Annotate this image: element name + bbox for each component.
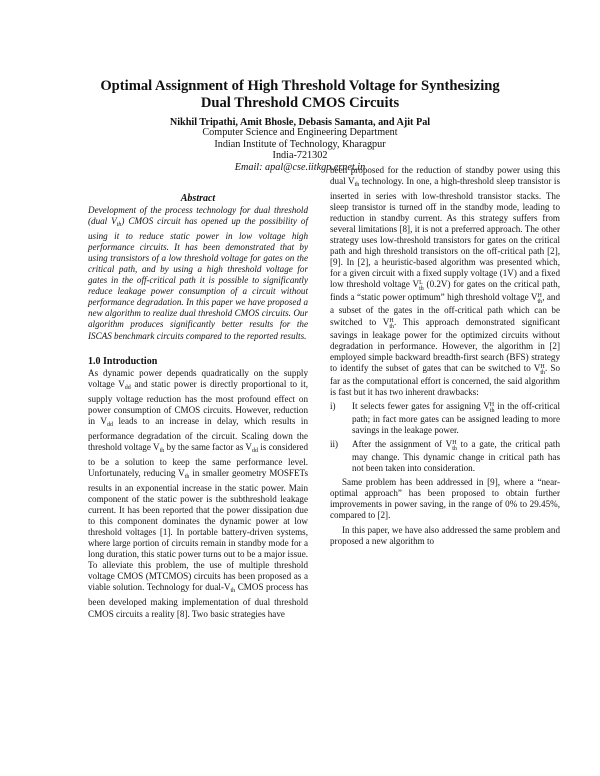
right-paragraph-3: In this paper, we have also addressed the same problem and proposed a new algorithm to	[330, 525, 560, 547]
vth-subscript: th	[452, 445, 457, 452]
intro-paragraph	[88, 368, 308, 620]
vth-subscript: th	[489, 407, 495, 414]
abstract-heading: Abstract	[180, 193, 216, 204]
vdd-subscript: dd	[106, 421, 113, 428]
intro-text: and static power is directly proportional to it, supply voltage reduction has the most profound effect on power consumption of CMOS circuits. However, reduction in V	[88, 378, 308, 426]
body-text: . This approach demonstrated significant savings in leakage power for the optimized circuits without degradation in performance. However, the algorithm in [2] employed simple backward breadth-first search (BFS) strategy to identify the subset of gates that can be switched to V	[330, 316, 560, 373]
vth-superscript: H	[540, 363, 545, 370]
list-number: i)	[330, 400, 336, 411]
paper-title	[70, 78, 530, 112]
section-heading-introduction: 1.0 Introduction	[88, 355, 158, 367]
right-paragraph-1	[330, 165, 560, 398]
affiliation-email: Email: apal@cse.iitkgp.ernet.in	[234, 161, 366, 173]
author-list: Nikhil Tripathi, Amit Bhosle, Debasis Samanta, and Ajit Pal	[169, 117, 431, 128]
vth-subscript: th	[540, 369, 545, 376]
body-text: to a gate, the critical path may change. This dynamic change in critical path has not been taken into consideration.	[352, 438, 560, 473]
list-number: ii)	[330, 438, 339, 449]
vth-subscript: th	[419, 286, 424, 293]
left-column	[88, 193, 308, 620]
body-text: in the off-critical path; in fact more gates can be assigned leading to more savings in the leakage power.	[352, 400, 560, 435]
title-line-2: Dual Threshold CMOS Circuits	[200, 95, 400, 111]
intro-text: by the same factor as V	[164, 441, 252, 452]
affiliation-dept: Computer Science and Engineering Department	[202, 127, 398, 138]
body-text: After the assignment of V	[352, 438, 453, 449]
right-paragraph-2: Same problem has been addressed in [9], where a “near-optimal approach” has been proposed to obtain further improvements in power saving, in the range of 0% to 29.45%, compared to [2].	[330, 476, 560, 521]
affiliation-institute: Indian Institute of Technology, Kharagpur	[214, 138, 386, 150]
vth-subscript: th	[159, 447, 165, 454]
vth-subscript: th	[389, 323, 394, 330]
list-item	[330, 439, 560, 474]
intro-text: leads to an increase in delay, which results in performance degradation of the circuit. Scaling down the threshold voltage V	[88, 415, 308, 452]
body-text: been proposed for the reduction of standby power using this dual V	[330, 165, 560, 187]
body-text: , and a subset of the gates in the off-critical path which can be switched to V	[330, 292, 560, 327]
vth-superscript: H	[537, 293, 542, 300]
intro-text: in smaller geometry MOSFETs results in an exponential increase in the static power. Main component of the static power is the subthreshold leakage current. It has been reported that the power dissipation due to this component dominates the dynamic power at low threshold voltages [1]. In portable battery-driven systems, where large portion of circuits remain in standby mode for a long duration, this static power turns out to be a major issue. To alleviate this problem, the use of multiple threshold voltage CMOS (MTCMOS) circuits has been proposed as a viable solution. Technology for dual-V	[88, 467, 308, 593]
intro-text: CMOS process has been developed making implementation of dual threshold CMOS circuits a reality [8]. Two basic strategies have	[88, 582, 308, 619]
vth-subscript: th	[116, 222, 122, 229]
right-column	[330, 165, 560, 547]
vth-subscript: th	[354, 182, 360, 189]
list-item	[330, 401, 560, 436]
title-line-1: Optimal Assignment of High Threshold Voltage for Synthesizing	[100, 78, 500, 94]
vth-subscript: th	[230, 588, 236, 595]
intro-text: As dynamic power depends quadratically on the supply voltage V	[88, 367, 308, 389]
vth-superscript: L	[419, 280, 423, 287]
body-text: (0.2V) for gates on the critical path, finds a “static power optimum” high threshold voltage V	[330, 279, 560, 303]
vdd-subscript: dd	[124, 384, 131, 391]
vdd-subscript: dd	[251, 447, 258, 454]
body-text: It selects fewer gates for assigning V	[352, 400, 490, 411]
vth-subscript: th	[184, 473, 190, 480]
abstract-text-1: Development of the process technology for dual threshold (dual V	[88, 205, 308, 227]
list-text	[352, 439, 560, 474]
intro-text: is considered to be a solution to keep the same performance level. Unfortunately, reducing V	[88, 441, 308, 478]
body-text: . So far as the computational effort is concerned, the said algorithm is fast but it has two inherent drawbacks:	[330, 362, 560, 397]
body-text: technology. In one, a high-threshold sleep transistor is inserted in series with low-threshold transistor stacks. The sleep transistor is turned off in the standby mode, leading to reduction in standby current. As this strategy suffers from several limitations [8], it is not a preferred approach. The other strategy uses low-threshold transistors for gates on the critical path and high threshold transistors on the off-critical path [2], [9]. In [2], a heuristic-based algorithm was presented which, for a given circuit with a fixed supply voltage (1V) and a fixed low threshold voltage V	[330, 176, 560, 290]
vth-subscript: th	[537, 299, 543, 306]
affiliation-pin: India-721302	[272, 150, 328, 161]
list-text	[352, 401, 560, 436]
abstract-body	[88, 205, 308, 342]
vth-superscript: H	[452, 439, 457, 446]
vth-superscript: H	[389, 317, 394, 324]
abstract-text-2: ) CMOS circuit has opened up the possibility of using it to reduce static power in low voltage high performance circuits. It has been demonstrated that by using transistors of a low threshold voltage for gates on the critical path, and by using a high threshold voltage for gates in the off-critical path it is possible to significantly reduce leakage power consumption of a circuit without performance degradation. In this paper we have proposed a new algorithm to realize dual threshold CMOS circuits. Our algorithm produces significantly better results for the ISCAS benchmark circuits compared to the reported results.	[88, 216, 308, 341]
vth-superscript: H	[489, 401, 495, 408]
